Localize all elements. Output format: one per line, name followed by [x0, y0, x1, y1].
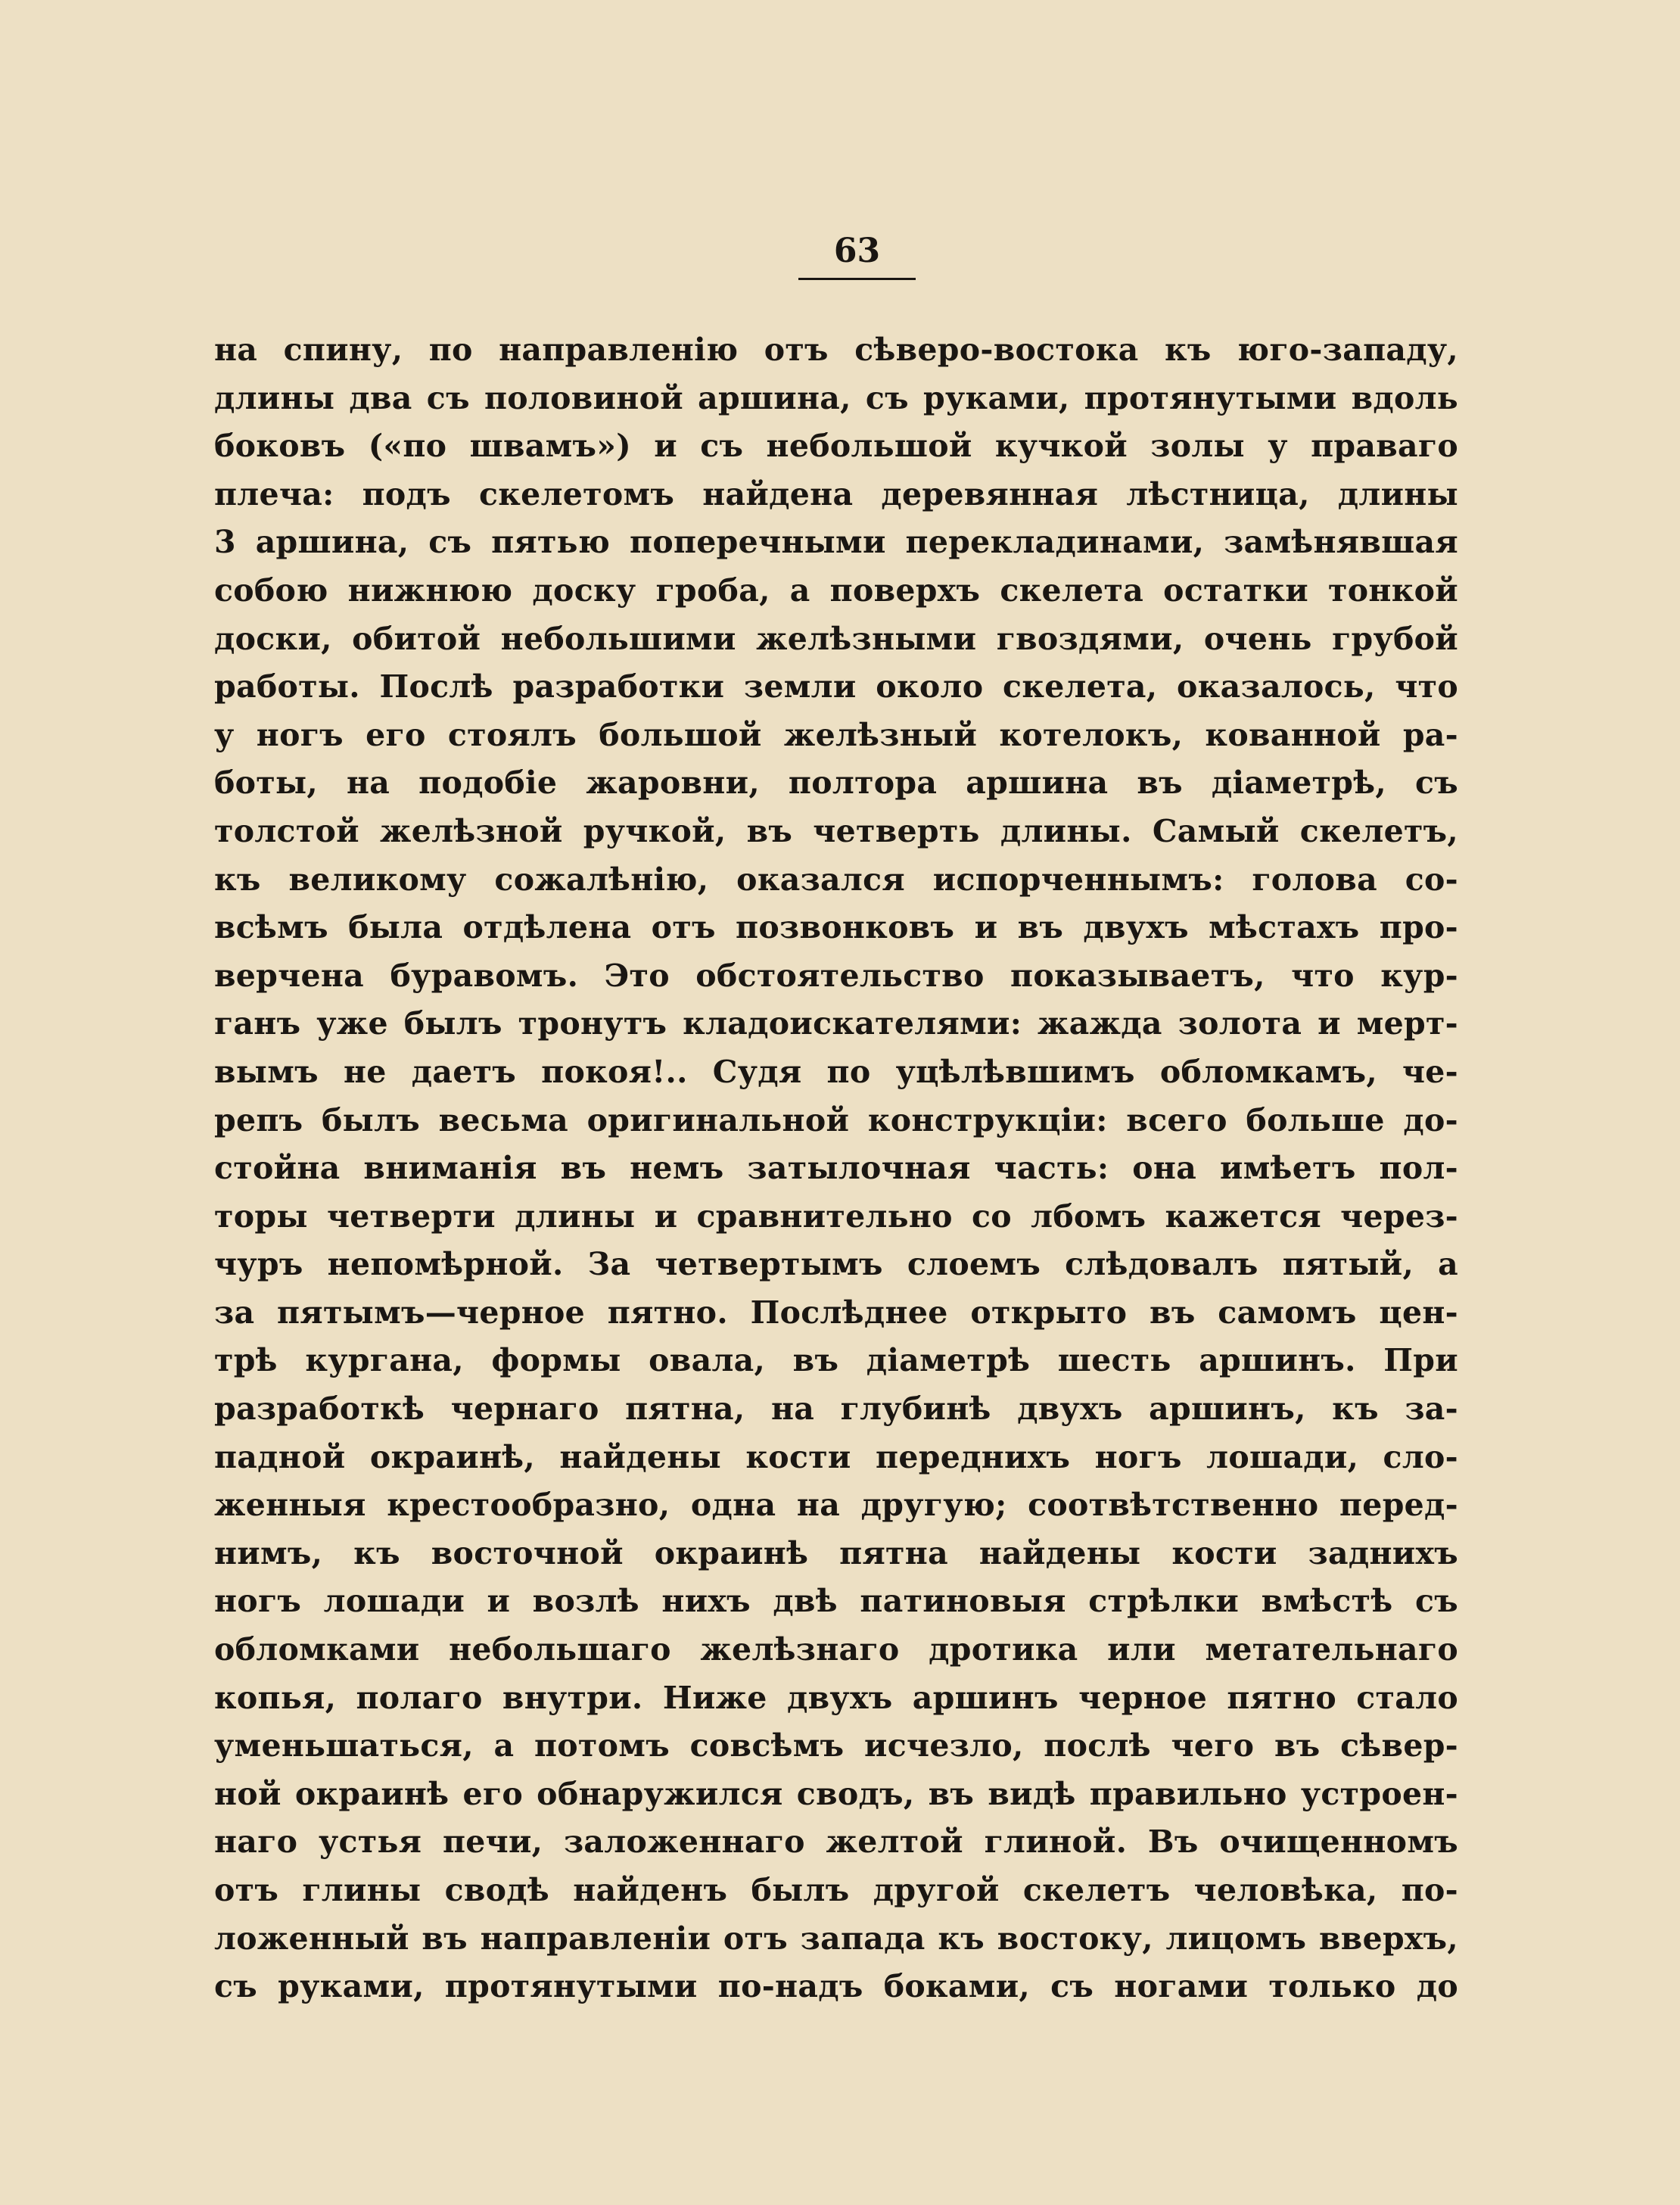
text-line: верчена буравомъ. Это обстоятельство показываетъ, что кур- — [214, 957, 1458, 994]
text-line: толстой желѣзной ручкой, въ четверть длины. Самый скелетъ, — [214, 812, 1458, 849]
text-line: трѣ кургана, формы овала, въ діаметрѣ шесть аршинъ. При — [214, 1342, 1458, 1379]
page-number: 63 — [833, 232, 881, 270]
text-line: вымъ не даетъ покоя!.. Судя по уцѣлѣвшимъ обломкамъ, че- — [214, 1053, 1458, 1090]
text-line: боты, на подобіе жаровни, полтора аршина въ діаметрѣ, съ — [214, 765, 1458, 802]
text-line: съ руками, протянутыми по-надъ боками, съ ногами только до — [214, 1968, 1458, 2005]
text-line: торы четверти длины и сравнительно со лбомъ кажется через- — [214, 1197, 1458, 1235]
text-line: уменьшаться, а потомъ совсѣмъ исчезло, послѣ чего въ сѣвер- — [214, 1727, 1458, 1764]
text-line: доски, обитой небольшими желѣзными гвоздями, очень грубой — [214, 620, 1458, 657]
text-line: собою нижнюю доску гроба, а поверхъ скелета остатки тонкой — [214, 571, 1458, 609]
text-line: разработкѣ чернаго пятна, на глубинѣ двухъ аршинъ, къ за- — [214, 1391, 1458, 1428]
text-line: репъ былъ весьма оригинальной конструкціи: всего больше до- — [214, 1101, 1458, 1138]
text-line: за пятымъ—черное пятно. Послѣднее открыто въ самомъ цен- — [214, 1294, 1458, 1331]
text-line: обломками небольшаго желѣзнаго дротика или метательнаго — [214, 1631, 1458, 1668]
text-line: къ великому сожалѣнію, оказался испорченнымъ: голова со- — [214, 861, 1458, 898]
page-number-rule — [798, 278, 916, 280]
text-line: всѣмъ была отдѣлена отъ позвонковъ и въ двухъ мѣстахъ про- — [214, 909, 1458, 946]
text-line: нимъ, къ восточной окраинѣ пятна найдены кости заднихъ — [214, 1534, 1458, 1571]
text-line: наго устья печи, заложеннаго желтой глиной. Въ очищенномъ — [214, 1823, 1458, 1861]
text-line: отъ глины сводѣ найденъ былъ другой скелетъ человѣка, по- — [214, 1872, 1458, 1908]
text-line: работы. Послѣ разработки земли около скелета, оказалось, что — [214, 668, 1458, 705]
text-line: плеча: подъ скелетомъ найдена деревянная лѣстница, длины — [214, 475, 1458, 512]
text-line: ложенный въ направленіи отъ запада къ востоку, лицомъ вверхъ, — [214, 1920, 1458, 1957]
text-line: боковъ («по швамъ») и съ небольшой кучкой золы у праваго — [214, 428, 1458, 465]
text-line: длины два съ половиной аршина, съ руками, протянутыми вдоль — [214, 379, 1458, 416]
text-line: 3 аршина, съ пятью поперечными перекладинами, замѣнявшая — [214, 524, 1458, 561]
text-line: ганъ уже былъ тронутъ кладоискателями: жажда золота и мерт- — [214, 1005, 1458, 1042]
text-line: женныя крестообразно, одна на другую; соотвѣтственно перед- — [214, 1487, 1458, 1524]
text-line: падной окраинѣ, найдены кости переднихъ ногъ лошади, сло- — [214, 1438, 1458, 1475]
text-line: у ногъ его стоялъ большой желѣзный котелокъ, кованной ра- — [214, 716, 1458, 753]
text-line: на спину, по направленію отъ сѣверо-востока къ юго-западу, — [214, 332, 1458, 368]
text-line: ной окраинѣ его обнаружился сводъ, въ видѣ правильно устроен- — [214, 1775, 1458, 1812]
text-line: стойна вниманія въ немъ затылочная часть: она имѣетъ пол- — [214, 1150, 1458, 1187]
text-line: ногъ лошади и возлѣ нихъ двѣ патиновыя стрѣлки вмѣстѣ съ — [214, 1583, 1458, 1620]
text-line: копья, полаго внутри. Ниже двухъ аршинъ черное пятно стало — [214, 1679, 1458, 1716]
body-text — [214, 326, 1458, 2011]
text-line: чуръ непомѣрной. За четвертымъ слоемъ слѣдовалъ пятый, а — [214, 1246, 1458, 1283]
